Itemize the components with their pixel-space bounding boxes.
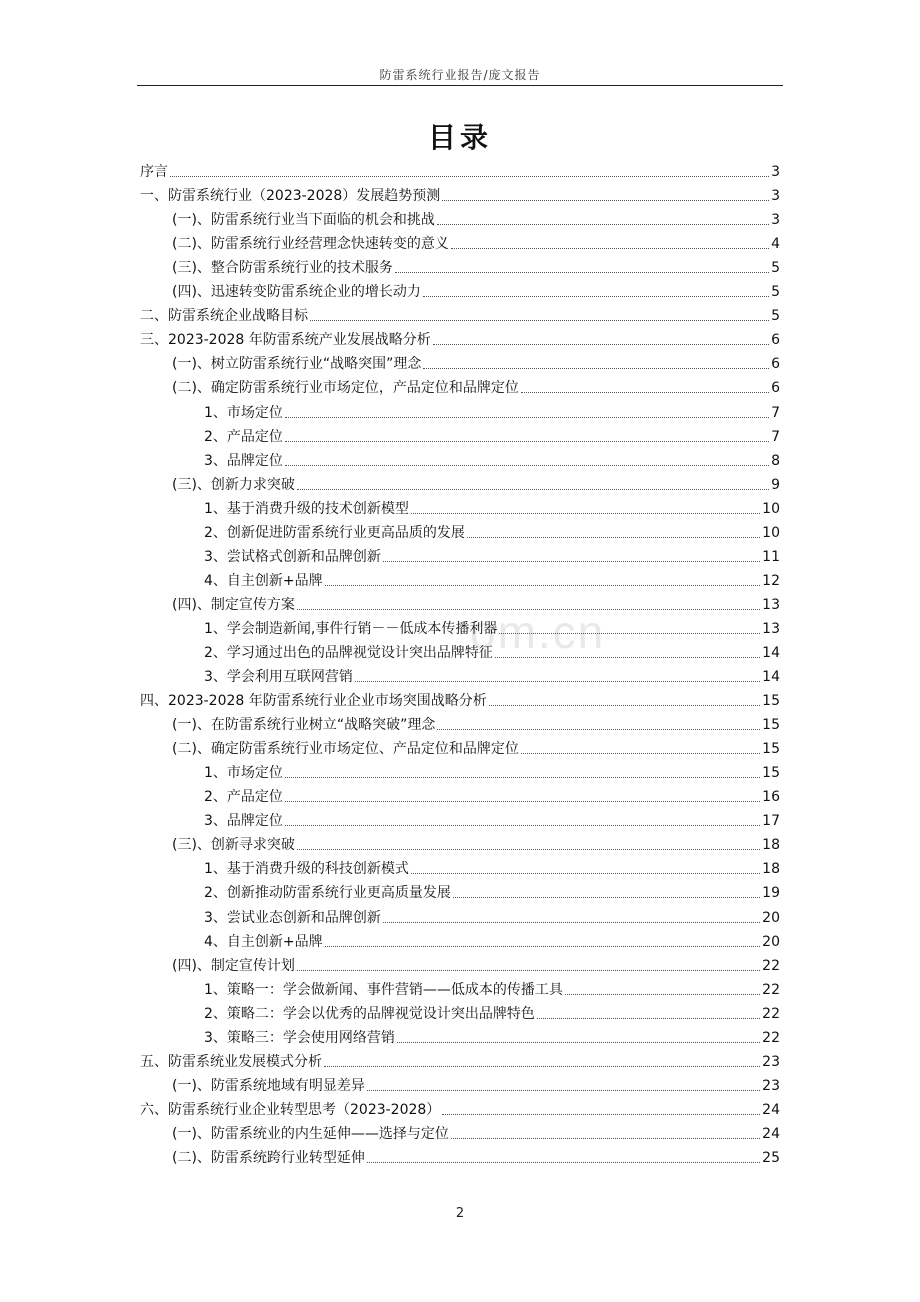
toc-entry[interactable] — [140, 1001, 780, 1025]
toc-entry-page: 8 — [771, 452, 780, 469]
toc-entry[interactable] — [140, 760, 780, 784]
toc-dot-leader — [565, 994, 760, 995]
toc-entry-title: 序言 — [140, 164, 168, 181]
toc-dot-leader — [285, 441, 769, 442]
toc-dot-leader — [285, 417, 769, 418]
toc-entry-title: (二)、确定防雷系统行业市场定位、产品定位和品牌定位 — [172, 741, 519, 758]
toc-entry-title: (三)、整合防雷系统行业的技术服务 — [172, 260, 393, 277]
toc-entry[interactable] — [140, 929, 780, 953]
toc-entry-page: 20 — [762, 933, 780, 950]
toc-entry-page: 11 — [762, 548, 780, 565]
toc-dot-leader — [285, 465, 769, 466]
toc-dot-leader — [453, 897, 760, 898]
toc-dot-leader — [297, 489, 769, 490]
toc-entry-title: 二、防雷系统企业战略目标 — [140, 308, 308, 325]
toc-entry[interactable] — [140, 1025, 780, 1049]
toc-entry-title: (一)、防雷系统业的内生延伸——选择与定位 — [172, 1125, 449, 1142]
toc-dot-leader — [383, 561, 760, 562]
toc-entry-title: (四)、制定宣传计划 — [172, 957, 295, 974]
toc-entry-title: (二)、防雷系统跨行业转型延伸 — [172, 1149, 365, 1166]
toc-dot-leader — [310, 320, 769, 321]
toc-entry-title: 1、基于消费升级的科技创新模式 — [204, 861, 409, 878]
toc-dot-leader — [423, 296, 769, 297]
toc-entry[interactable] — [140, 351, 780, 375]
toc-entry-page: 12 — [762, 572, 780, 589]
toc-dot-leader — [467, 537, 760, 538]
toc-entry-page: 18 — [762, 861, 780, 878]
toc-entry-page: 10 — [762, 500, 780, 517]
toc-entry-page: 15 — [762, 765, 780, 782]
toc-entry-title: 1、策略一：学会做新闻、事件营销——低成本的传播工具 — [204, 981, 563, 998]
toc-dot-leader — [355, 681, 760, 682]
toc-dot-leader — [442, 1114, 760, 1115]
toc-entry[interactable] — [140, 953, 780, 977]
toc-entry-page: 13 — [762, 620, 780, 637]
toc-entry-page: 22 — [762, 1005, 780, 1022]
toc-dot-leader — [367, 1090, 760, 1091]
toc-entry[interactable] — [140, 784, 780, 808]
toc-entry-title: 一、防雷系统行业（2023-2028）发展趋势预测 — [140, 188, 441, 205]
toc-dot-leader — [499, 633, 760, 634]
toc-entry-title: 2、学习通过出色的品牌视觉设计突出品牌特征 — [204, 644, 493, 661]
toc-dot-leader — [437, 224, 769, 225]
toc-entry-page: 14 — [762, 644, 780, 661]
toc-entry-page: 19 — [762, 885, 780, 902]
toc-dot-leader — [451, 1138, 760, 1139]
header-divider — [137, 85, 783, 86]
toc-entry-page: 24 — [762, 1101, 780, 1118]
toc-dot-leader — [324, 1066, 760, 1067]
toc-dot-leader — [437, 729, 760, 730]
toc-entry-title: 2、产品定位 — [204, 428, 283, 445]
toc-entry-title: (一)、防雷系统地域有明显差异 — [172, 1077, 365, 1094]
toc-entry-page: 15 — [762, 741, 780, 758]
toc-entry[interactable] — [140, 159, 780, 183]
toc-entry-title: 3、品牌定位 — [204, 813, 283, 830]
toc-dot-leader — [433, 344, 769, 345]
toc-entry-page: 5 — [771, 308, 780, 325]
toc-entry-title: 2、创新推动防雷系统行业更高质量发展 — [204, 885, 451, 902]
toc-entry-title: (三)、创新寻求突破 — [172, 837, 295, 854]
toc-entry[interactable] — [140, 616, 780, 640]
toc-entry-page: 17 — [762, 813, 780, 830]
toc-entry-title: (一)、树立防雷系统行业“战略突围”理念 — [172, 356, 422, 373]
toc-entry-page: 7 — [771, 404, 780, 421]
toc-entry[interactable] — [140, 1121, 780, 1145]
toc-entry-page: 10 — [762, 524, 780, 541]
toc-entry[interactable] — [140, 1097, 780, 1121]
toc-entry[interactable] — [140, 472, 780, 496]
toc-title: 目录 — [427, 121, 492, 154]
toc-entry-page: 14 — [762, 669, 780, 686]
toc-entry-page: 23 — [762, 1077, 780, 1094]
toc-entry-page: 22 — [762, 981, 780, 998]
toc-entry-title: 六、防雷系统行业企业转型思考（2023-2028） — [140, 1101, 441, 1118]
toc-entry-title: 2、产品定位 — [204, 789, 283, 806]
toc-entry-page: 4 — [771, 236, 780, 253]
toc-entry-title: 1、学会制造新闻,事件行销－－低成本传播利器 — [204, 620, 498, 637]
toc-entry-page: 5 — [771, 284, 780, 301]
toc-entry[interactable] — [140, 1049, 780, 1073]
watermark: om.cn — [470, 606, 606, 658]
toc-entry-title: (一)、防雷系统行业当下面临的机会和挑战 — [172, 212, 435, 229]
toc-entry-page: 24 — [762, 1125, 780, 1142]
toc-entry-title: 3、尝试格式创新和品牌创新 — [204, 548, 381, 565]
toc-entry[interactable] — [140, 904, 780, 928]
toc-entry-title: 四、2023-2028 年防雷系统行业企业市场突围战略分析 — [140, 693, 487, 710]
toc-entry[interactable] — [140, 808, 780, 832]
toc-entry[interactable] — [140, 736, 780, 760]
toc-entry-title: (二)、确定防雷系统行业市场定位，产品定位和品牌定位 — [172, 380, 519, 397]
toc-dot-leader — [325, 585, 761, 586]
toc-dot-leader — [521, 753, 760, 754]
toc-dot-leader — [397, 1042, 760, 1043]
toc-entry-page: 9 — [771, 476, 780, 493]
toc-entry[interactable] — [140, 880, 780, 904]
toc-entry[interactable] — [140, 664, 780, 688]
toc-entry[interactable] — [140, 327, 780, 351]
toc-entry-page: 5 — [771, 260, 780, 277]
toc-entry[interactable] — [140, 856, 780, 880]
toc-entry-title: 五、防雷系统业发展模式分析 — [140, 1053, 322, 1070]
toc-entry[interactable] — [140, 592, 780, 616]
toc-entry[interactable] — [140, 231, 780, 255]
toc-entry-title: 3、学会利用互联网营销 — [204, 669, 353, 686]
toc-entry[interactable] — [140, 207, 780, 231]
toc-entry-page: 23 — [762, 1053, 780, 1070]
toc-entry-page: 13 — [762, 596, 780, 613]
toc-entry-page: 6 — [771, 380, 780, 397]
toc-entry[interactable] — [140, 688, 780, 712]
toc-entry-title: 4、自主创新+品牌 — [204, 572, 323, 589]
toc-dot-leader — [489, 705, 760, 706]
toc-entry-title: 3、品牌定位 — [204, 452, 283, 469]
toc-entry-title: 三、2023-2028 年防雷系统产业发展战略分析 — [140, 332, 431, 349]
toc-entry-page: 15 — [762, 693, 780, 710]
toc-entry-page: 6 — [771, 332, 780, 349]
toc-entry[interactable] — [140, 399, 780, 423]
page-header: 防雷系统行业报告/庞文报告 — [379, 68, 541, 82]
toc-dot-leader — [423, 368, 769, 369]
toc-dot-leader — [411, 873, 760, 874]
toc-entry[interactable] — [140, 183, 780, 207]
toc-entry-page: 16 — [762, 789, 780, 806]
toc-entry-title: (一)、在防雷系统行业树立“战略突破”理念 — [172, 717, 436, 734]
toc-entry[interactable] — [140, 712, 780, 736]
toc-entry-title: (二)、防雷系统行业经营理念快速转变的意义 — [172, 236, 449, 253]
toc-entry[interactable] — [140, 448, 780, 472]
toc-dot-leader — [170, 176, 769, 177]
toc-entry[interactable] — [140, 303, 780, 327]
toc-dot-leader — [297, 970, 760, 971]
toc-entry[interactable] — [140, 496, 780, 520]
toc-dot-leader — [495, 657, 760, 658]
toc-entry[interactable] — [140, 1145, 780, 1169]
toc-entry[interactable] — [140, 544, 780, 568]
toc-entry-page: 25 — [762, 1149, 780, 1166]
toc-dot-leader — [411, 513, 760, 514]
toc-dot-leader — [521, 392, 769, 393]
toc-dot-leader — [537, 1018, 760, 1019]
toc-entry-page: 3 — [771, 188, 780, 205]
toc-entry-title: 3、尝试业态创新和品牌创新 — [204, 909, 381, 926]
toc-entry-title: (四)、迅速转变防雷系统企业的增长动力 — [172, 284, 421, 301]
toc-entry-title: 1、市场定位 — [204, 404, 283, 421]
toc-entry-page: 22 — [762, 957, 780, 974]
toc-entry[interactable] — [140, 279, 780, 303]
toc-entry[interactable] — [140, 977, 780, 1001]
toc-entry[interactable] — [140, 832, 780, 856]
toc-entry-page: 15 — [762, 717, 780, 734]
toc-dot-leader — [297, 609, 760, 610]
toc-dot-leader — [442, 200, 769, 201]
toc-dot-leader — [383, 922, 760, 923]
toc-entry[interactable] — [140, 424, 780, 448]
toc-entry-title: 3、策略三：学会使用网络营销 — [204, 1029, 395, 1046]
toc-dot-leader — [395, 272, 769, 273]
toc-dot-leader — [285, 801, 760, 802]
toc-entry-title: 4、自主创新+品牌 — [204, 933, 323, 950]
toc-entry[interactable] — [140, 640, 780, 664]
toc-entry-page: 20 — [762, 909, 780, 926]
toc-dot-leader — [285, 825, 760, 826]
toc-entry-title: (四)、制定宣传方案 — [172, 596, 295, 613]
toc-entry[interactable] — [140, 568, 780, 592]
toc-dot-leader — [451, 248, 769, 249]
toc-entry-title: 1、市场定位 — [204, 765, 283, 782]
toc-entry[interactable] — [140, 375, 780, 399]
toc-entry-title: 2、策略二：学会以优秀的品牌视觉设计突出品牌特色 — [204, 1005, 535, 1022]
toc-entry-title: 1、基于消费升级的技术创新模型 — [204, 500, 409, 517]
toc-dot-leader — [297, 849, 760, 850]
toc-entry[interactable] — [140, 520, 780, 544]
toc-entry-title: 2、创新促进防雷系统行业更高品质的发展 — [204, 524, 465, 541]
toc-entry-page: 18 — [762, 837, 780, 854]
toc-entry-page: 6 — [771, 356, 780, 373]
toc-entry-page: 3 — [771, 164, 780, 181]
toc-entry-page: 7 — [771, 428, 780, 445]
toc-dot-leader — [285, 777, 760, 778]
toc-dot-leader — [367, 1162, 760, 1163]
toc-entry[interactable] — [140, 1073, 780, 1097]
toc-entry[interactable] — [140, 255, 780, 279]
toc-entry-page: 22 — [762, 1029, 780, 1046]
page-number: 2 — [455, 1206, 465, 1221]
table-of-contents — [140, 159, 780, 1169]
toc-dot-leader — [325, 946, 761, 947]
toc-entry-page: 3 — [771, 212, 780, 229]
toc-entry-title: (三)、创新力求突破 — [172, 476, 295, 493]
